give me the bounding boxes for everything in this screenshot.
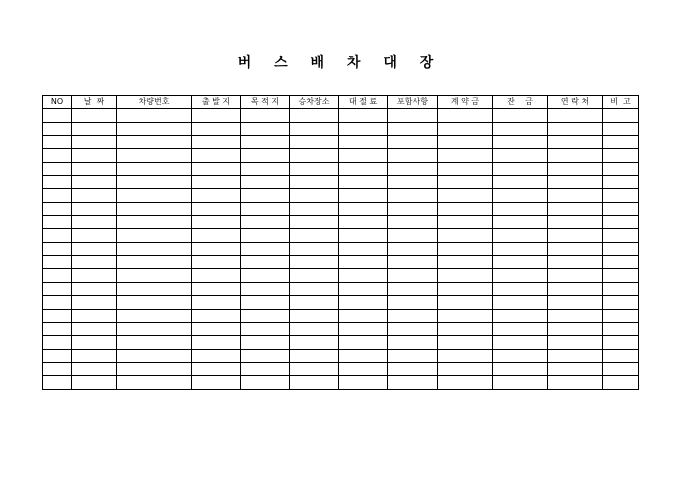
table-cell[interactable] — [241, 269, 290, 282]
table-cell[interactable] — [117, 322, 192, 335]
table-cell[interactable] — [43, 309, 72, 322]
table-cell[interactable] — [43, 122, 72, 135]
table-cell[interactable] — [388, 282, 438, 295]
table-cell[interactable] — [43, 136, 72, 149]
table-cell[interactable] — [548, 149, 603, 162]
table-cell[interactable] — [548, 296, 603, 309]
table-cell[interactable] — [192, 336, 241, 349]
table-cell[interactable] — [493, 269, 548, 282]
table-cell[interactable] — [241, 136, 290, 149]
table-cell[interactable] — [192, 149, 241, 162]
table-cell[interactable] — [290, 122, 339, 135]
table-row — [43, 229, 639, 242]
table-cell[interactable] — [241, 282, 290, 295]
table-cell[interactable] — [388, 349, 438, 362]
table-cell[interactable] — [339, 349, 388, 362]
table-row — [43, 242, 639, 255]
table-cell[interactable] — [388, 322, 438, 335]
table-cell[interactable] — [241, 229, 290, 242]
table-cell[interactable] — [548, 242, 603, 255]
table-cell[interactable] — [117, 229, 192, 242]
table-cell[interactable] — [603, 216, 639, 229]
header-balance: 잔 금 — [493, 96, 548, 109]
table-cell[interactable] — [603, 256, 639, 269]
header-vehicle-number: 차량번호 — [117, 96, 192, 109]
table-cell[interactable] — [493, 176, 548, 189]
table-cell[interactable] — [72, 176, 117, 189]
table-cell[interactable] — [548, 229, 603, 242]
table-cell[interactable] — [290, 322, 339, 335]
table-cell[interactable] — [43, 322, 72, 335]
table-cell[interactable] — [43, 376, 72, 389]
table-cell[interactable] — [241, 176, 290, 189]
table-row — [43, 269, 639, 282]
table-cell[interactable] — [72, 296, 117, 309]
table-cell[interactable] — [117, 269, 192, 282]
table-cell[interactable] — [117, 162, 192, 175]
table-cell[interactable] — [388, 229, 438, 242]
table-row — [43, 282, 639, 295]
table-cell[interactable] — [117, 309, 192, 322]
table-header-row — [43, 96, 639, 109]
table-row — [43, 216, 639, 229]
table-cell[interactable] — [117, 336, 192, 349]
table-cell[interactable] — [241, 162, 290, 175]
table-cell[interactable] — [192, 256, 241, 269]
table-cell[interactable] — [43, 256, 72, 269]
table-cell[interactable] — [339, 256, 388, 269]
table-cell[interactable] — [493, 296, 548, 309]
table-cell[interactable] — [339, 242, 388, 255]
table-cell[interactable] — [72, 256, 117, 269]
table-cell[interactable] — [117, 109, 192, 122]
table-cell[interactable] — [493, 362, 548, 375]
table-cell[interactable] — [290, 242, 339, 255]
table-cell[interactable] — [117, 202, 192, 215]
table-cell[interactable] — [438, 282, 493, 295]
table-cell[interactable] — [117, 362, 192, 375]
table-row — [43, 296, 639, 309]
table-cell[interactable] — [548, 309, 603, 322]
table-cell[interactable] — [72, 189, 117, 202]
table-cell[interactable] — [72, 109, 117, 122]
table-cell[interactable] — [43, 176, 72, 189]
table-cell[interactable] — [72, 136, 117, 149]
table-cell[interactable] — [548, 202, 603, 215]
table-cell[interactable] — [339, 322, 388, 335]
table-cell[interactable] — [603, 202, 639, 215]
table-cell[interactable] — [438, 136, 493, 149]
header-deposit: 계 약 금 — [438, 96, 493, 109]
table-cell[interactable] — [117, 282, 192, 295]
table-cell[interactable] — [241, 109, 290, 122]
table-cell[interactable] — [548, 136, 603, 149]
header-contact: 연 락 처 — [548, 96, 603, 109]
table-cell[interactable] — [241, 256, 290, 269]
table-cell[interactable] — [192, 229, 241, 242]
table-cell[interactable] — [192, 309, 241, 322]
table-cell[interactable] — [603, 296, 639, 309]
table-cell[interactable] — [290, 309, 339, 322]
table-row — [43, 176, 639, 189]
table-cell[interactable] — [493, 322, 548, 335]
header-boarding-place: 승차장소 — [290, 96, 339, 109]
table-cell[interactable] — [117, 176, 192, 189]
header-departure: 출 발 지 — [192, 96, 241, 109]
table-cell[interactable] — [290, 136, 339, 149]
table-cell[interactable] — [603, 362, 639, 375]
table-cell[interactable] — [117, 242, 192, 255]
table-cell[interactable] — [241, 362, 290, 375]
table-cell[interactable] — [388, 362, 438, 375]
table-cell[interactable] — [548, 176, 603, 189]
table-cell[interactable] — [548, 336, 603, 349]
table-cell[interactable] — [72, 149, 117, 162]
table-cell[interactable] — [438, 122, 493, 135]
table-cell[interactable] — [117, 136, 192, 149]
table-cell[interactable] — [603, 309, 639, 322]
table-cell[interactable] — [192, 162, 241, 175]
table-cell[interactable] — [603, 376, 639, 389]
table-cell[interactable] — [290, 149, 339, 162]
table-cell[interactable] — [290, 269, 339, 282]
table-cell[interactable] — [43, 202, 72, 215]
table-cell[interactable] — [388, 269, 438, 282]
header-charter-fee: 대 절 료 — [339, 96, 388, 109]
table-cell[interactable] — [290, 296, 339, 309]
table-cell[interactable] — [493, 136, 548, 149]
table-cell[interactable] — [192, 202, 241, 215]
table-cell[interactable] — [438, 269, 493, 282]
table-cell[interactable] — [388, 149, 438, 162]
table-cell[interactable] — [192, 282, 241, 295]
table-cell[interactable] — [43, 162, 72, 175]
table-cell[interactable] — [438, 349, 493, 362]
table-row — [43, 376, 639, 389]
table-cell[interactable] — [493, 349, 548, 362]
table-cell[interactable] — [603, 349, 639, 362]
table-cell[interactable] — [192, 269, 241, 282]
table-cell[interactable] — [603, 229, 639, 242]
table-cell[interactable] — [72, 349, 117, 362]
table-row — [43, 122, 639, 135]
table-cell[interactable] — [493, 149, 548, 162]
table-cell[interactable] — [603, 242, 639, 255]
table-row — [43, 256, 639, 269]
table-row — [43, 162, 639, 175]
table-cell[interactable] — [438, 149, 493, 162]
table-cell[interactable] — [72, 322, 117, 335]
table-cell[interactable] — [339, 362, 388, 375]
table-cell[interactable] — [290, 162, 339, 175]
table-cell[interactable] — [493, 162, 548, 175]
table-cell[interactable] — [339, 336, 388, 349]
table-cell[interactable] — [388, 256, 438, 269]
table-row — [43, 349, 639, 362]
table-cell[interactable] — [603, 109, 639, 122]
table-cell[interactable] — [241, 242, 290, 255]
table-cell[interactable] — [493, 189, 548, 202]
table-cell[interactable] — [192, 122, 241, 135]
table-cell[interactable] — [192, 242, 241, 255]
table-cell[interactable] — [72, 282, 117, 295]
table-cell[interactable] — [241, 309, 290, 322]
table-cell[interactable] — [43, 189, 72, 202]
table-cell[interactable] — [493, 109, 548, 122]
table-cell[interactable] — [192, 376, 241, 389]
table-cell[interactable] — [43, 242, 72, 255]
table-cell[interactable] — [72, 376, 117, 389]
table-cell[interactable] — [339, 109, 388, 122]
table-cell[interactable] — [388, 242, 438, 255]
table-cell[interactable] — [43, 282, 72, 295]
table-cell[interactable] — [43, 216, 72, 229]
table-row — [43, 109, 639, 122]
table-cell[interactable] — [192, 362, 241, 375]
table-cell[interactable] — [192, 349, 241, 362]
table-cell[interactable] — [548, 109, 603, 122]
table-cell[interactable] — [603, 322, 639, 335]
table-cell[interactable] — [493, 202, 548, 215]
table-cell[interactable] — [388, 336, 438, 349]
table-cell[interactable] — [438, 176, 493, 189]
table-cell[interactable] — [117, 189, 192, 202]
table-cell[interactable] — [548, 362, 603, 375]
table-cell[interactable] — [438, 202, 493, 215]
table-cell[interactable] — [192, 322, 241, 335]
header-no: NO — [43, 96, 72, 109]
table-cell[interactable] — [603, 336, 639, 349]
table-cell[interactable] — [388, 296, 438, 309]
table-row — [43, 202, 639, 215]
table-cell[interactable] — [493, 376, 548, 389]
table-cell[interactable] — [241, 322, 290, 335]
table-cell[interactable] — [117, 122, 192, 135]
table-cell[interactable] — [388, 309, 438, 322]
table-cell[interactable] — [290, 362, 339, 375]
table-cell[interactable] — [290, 256, 339, 269]
table-cell[interactable] — [438, 256, 493, 269]
table-cell[interactable] — [72, 216, 117, 229]
table-cell[interactable] — [43, 269, 72, 282]
table-cell[interactable] — [290, 189, 339, 202]
bus-dispatch-ledger-table — [42, 95, 639, 390]
table-cell[interactable] — [339, 136, 388, 149]
table-cell[interactable] — [603, 269, 639, 282]
table-cell[interactable] — [339, 176, 388, 189]
table-cell[interactable] — [339, 162, 388, 175]
document-title: 버 스 배 차 대 장 — [237, 55, 443, 71]
table-cell[interactable] — [241, 189, 290, 202]
table-cell[interactable] — [117, 349, 192, 362]
table-cell[interactable] — [388, 189, 438, 202]
table-cell[interactable] — [192, 296, 241, 309]
table-cell[interactable] — [43, 296, 72, 309]
table-cell[interactable] — [548, 282, 603, 295]
table-cell[interactable] — [43, 109, 72, 122]
table-row — [43, 336, 639, 349]
table-cell[interactable] — [192, 189, 241, 202]
table-cell[interactable] — [290, 336, 339, 349]
table-cell[interactable] — [493, 216, 548, 229]
table-cell[interactable] — [72, 202, 117, 215]
table-cell[interactable] — [339, 376, 388, 389]
table-cell[interactable] — [438, 109, 493, 122]
table-cell[interactable] — [493, 309, 548, 322]
table-cell[interactable] — [72, 229, 117, 242]
table-body — [43, 109, 639, 389]
table-row — [43, 322, 639, 335]
table-cell[interactable] — [548, 122, 603, 135]
table-cell[interactable] — [192, 109, 241, 122]
table-cell[interactable] — [72, 242, 117, 255]
table-cell[interactable] — [438, 229, 493, 242]
table-cell[interactable] — [72, 336, 117, 349]
table-cell[interactable] — [72, 269, 117, 282]
table-cell[interactable] — [493, 122, 548, 135]
table-cell[interactable] — [117, 149, 192, 162]
header-remarks: 비 고 — [603, 96, 639, 109]
table-cell[interactable] — [290, 109, 339, 122]
table-cell[interactable] — [603, 136, 639, 149]
table-cell[interactable] — [438, 309, 493, 322]
table-cell[interactable] — [43, 336, 72, 349]
table-cell[interactable] — [548, 162, 603, 175]
table-cell[interactable] — [339, 296, 388, 309]
table-row — [43, 362, 639, 375]
table-cell[interactable] — [388, 122, 438, 135]
table-cell[interactable] — [388, 376, 438, 389]
table-cell[interactable] — [493, 336, 548, 349]
table-cell[interactable] — [192, 216, 241, 229]
table-cell[interactable] — [290, 282, 339, 295]
table-cell[interactable] — [43, 229, 72, 242]
table-cell[interactable] — [290, 229, 339, 242]
table-cell[interactable] — [438, 336, 493, 349]
table-cell[interactable] — [603, 189, 639, 202]
table-cell[interactable] — [241, 349, 290, 362]
table-cell[interactable] — [388, 109, 438, 122]
table-cell[interactable] — [117, 376, 192, 389]
table-cell[interactable] — [192, 176, 241, 189]
table-cell[interactable] — [290, 349, 339, 362]
table-cell[interactable] — [43, 349, 72, 362]
table-cell[interactable] — [72, 162, 117, 175]
table-row — [43, 149, 639, 162]
table-cell[interactable] — [339, 122, 388, 135]
table-row — [43, 136, 639, 149]
table-cell[interactable] — [603, 176, 639, 189]
table-cell[interactable] — [339, 149, 388, 162]
table-cell[interactable] — [438, 162, 493, 175]
table-cell[interactable] — [548, 189, 603, 202]
table-cell[interactable] — [192, 136, 241, 149]
header-inclusions: 포함사항 — [388, 96, 438, 109]
table-cell[interactable] — [339, 282, 388, 295]
table-cell[interactable] — [438, 322, 493, 335]
table-cell[interactable] — [339, 269, 388, 282]
table-cell[interactable] — [603, 162, 639, 175]
table-row — [43, 309, 639, 322]
table-cell[interactable] — [493, 229, 548, 242]
table-cell[interactable] — [548, 322, 603, 335]
table-cell[interactable] — [72, 309, 117, 322]
table-cell[interactable] — [241, 122, 290, 135]
table-cell[interactable] — [493, 242, 548, 255]
table-cell[interactable] — [72, 122, 117, 135]
table-cell[interactable] — [438, 296, 493, 309]
table-cell[interactable] — [290, 202, 339, 215]
header-date: 날 짜 — [72, 96, 117, 109]
table-cell[interactable] — [388, 216, 438, 229]
table-cell[interactable] — [43, 149, 72, 162]
table-cell[interactable] — [388, 136, 438, 149]
table-cell[interactable] — [548, 216, 603, 229]
table-cell[interactable] — [603, 282, 639, 295]
table-cell[interactable] — [548, 269, 603, 282]
table-cell[interactable] — [438, 242, 493, 255]
table-cell[interactable] — [241, 336, 290, 349]
table-cell[interactable] — [241, 202, 290, 215]
table-cell[interactable] — [548, 349, 603, 362]
table-cell[interactable] — [603, 149, 639, 162]
table-cell[interactable] — [339, 202, 388, 215]
table-cell[interactable] — [241, 216, 290, 229]
table-cell[interactable] — [493, 256, 548, 269]
table-cell[interactable] — [438, 189, 493, 202]
table-cell[interactable] — [241, 149, 290, 162]
table-cell[interactable] — [290, 176, 339, 189]
table-cell[interactable] — [43, 362, 72, 375]
table-cell[interactable] — [241, 296, 290, 309]
table-cell[interactable] — [339, 189, 388, 202]
table-cell[interactable] — [339, 216, 388, 229]
table-cell[interactable] — [438, 362, 493, 375]
table-cell[interactable] — [548, 256, 603, 269]
table-cell[interactable] — [603, 122, 639, 135]
table-cell[interactable] — [117, 256, 192, 269]
table-cell[interactable] — [241, 376, 290, 389]
table-cell[interactable] — [438, 376, 493, 389]
table-cell[interactable] — [493, 282, 548, 295]
table-cell[interactable] — [548, 376, 603, 389]
table-cell[interactable] — [117, 296, 192, 309]
table-cell[interactable] — [117, 216, 192, 229]
table-cell[interactable] — [290, 376, 339, 389]
table-cell[interactable] — [339, 229, 388, 242]
header-destination: 목 적 지 — [241, 96, 290, 109]
table-cell[interactable] — [72, 362, 117, 375]
table-cell[interactable] — [388, 202, 438, 215]
table-row — [43, 189, 639, 202]
table-cell[interactable] — [388, 176, 438, 189]
table-cell[interactable] — [339, 309, 388, 322]
table-cell[interactable] — [388, 162, 438, 175]
table-cell[interactable] — [290, 216, 339, 229]
table-cell[interactable] — [438, 216, 493, 229]
